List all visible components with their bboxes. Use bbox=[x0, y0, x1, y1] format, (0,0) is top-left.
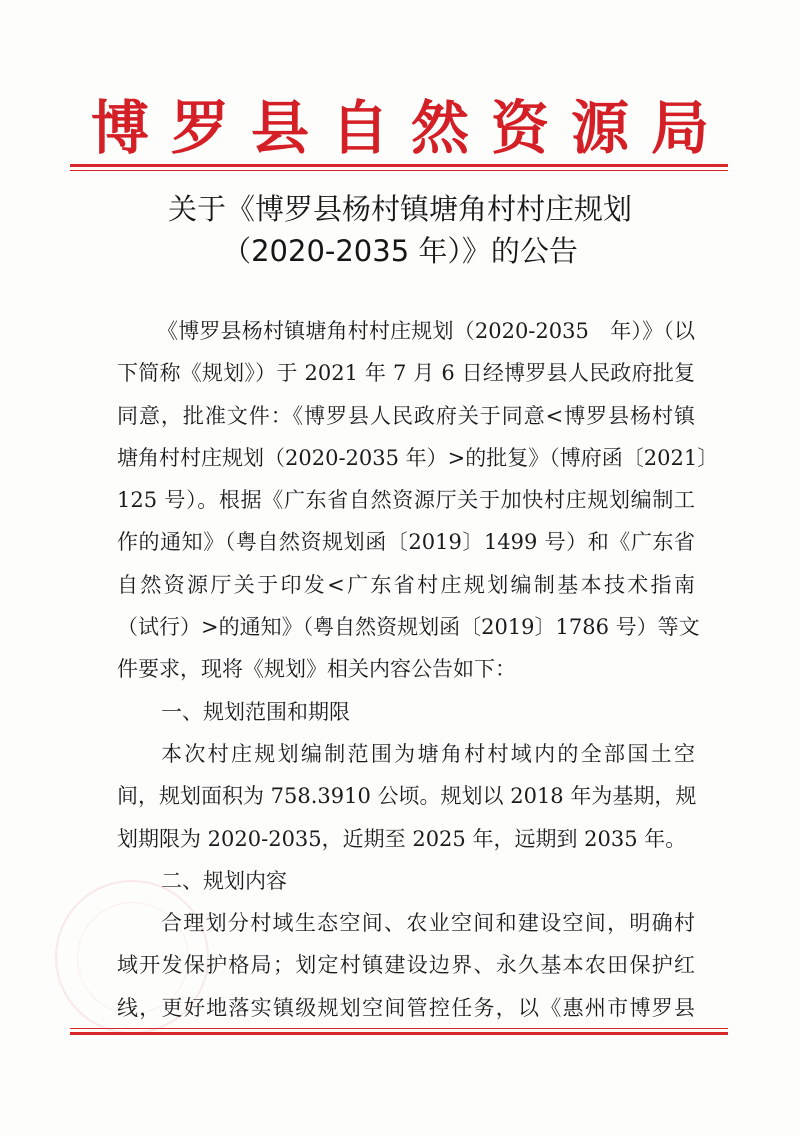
title-line-2: （2020-2035 年）》的公告 bbox=[222, 234, 578, 268]
body-line: 自然资源厅关于印发<广东省村庄规划编制基本技术指南 bbox=[117, 572, 695, 597]
section-heading-2: 二、规划内容 bbox=[161, 868, 287, 893]
body-line: 同意，批准文件：《博罗县人民政府关于同意<博罗县杨村镇 bbox=[117, 403, 695, 428]
body-line: 下简称《规划》）于 2021 年 7 月 6 日经博罗县人民政府批复 bbox=[117, 361, 695, 386]
footer-rule-thick bbox=[70, 1032, 728, 1035]
header-rule-thick bbox=[70, 164, 728, 167]
agency-name: 博罗县自然资源局 bbox=[90, 94, 731, 162]
body-line: 《博罗县杨村镇塘角村村庄规划（2020-2035 年）》（以 bbox=[157, 319, 695, 343]
footer-rule-thin bbox=[70, 1028, 728, 1029]
body-line: 作的通知》（粤自然资规划函〔2019〕1499 号）和《广东省 bbox=[117, 530, 695, 555]
body-line: 塘角村村庄规划（2020-2035 年）>的批复》（博府函〔2021〕 bbox=[117, 445, 719, 470]
body-line: 线，更好地落实镇级规划空间管控任务，以《惠州市博罗县 bbox=[117, 995, 695, 1020]
body-line: 域开发保护格局；划定村镇建设边界、永久基本农田保护红 bbox=[117, 953, 695, 978]
body-line: 125 号）。根据《广东省自然资源厅关于加快村庄规划编制工 bbox=[117, 488, 695, 513]
body-line: 合理划分村域生态空间、农业空间和建设空间，明确村 bbox=[161, 911, 695, 936]
title-line-1: 关于《博罗县杨村镇塘角村村庄规划 bbox=[167, 192, 632, 226]
body-line: 划期限为 2020-2035，近期至 2025 年，远期到 2035 年。 bbox=[117, 826, 687, 851]
body-line: 本次村庄规划编制范围为塘角村村域内的全部国土空 bbox=[161, 741, 695, 766]
body-line: 件要求，现将《规划》相关内容公告如下： bbox=[117, 657, 516, 682]
header-rule-thin bbox=[70, 170, 728, 171]
document-title bbox=[0, 188, 800, 272]
section-heading-1: 一、规划范围和期限 bbox=[161, 699, 350, 724]
body-line: 间，规划面积为 758.3910 公顷。规划以 2018 年为基期，规 bbox=[117, 784, 697, 809]
body-text bbox=[117, 310, 719, 1029]
body-line: （试行）>的通知》（粤自然资规划函〔2019〕1786 号）等文 bbox=[117, 615, 700, 640]
